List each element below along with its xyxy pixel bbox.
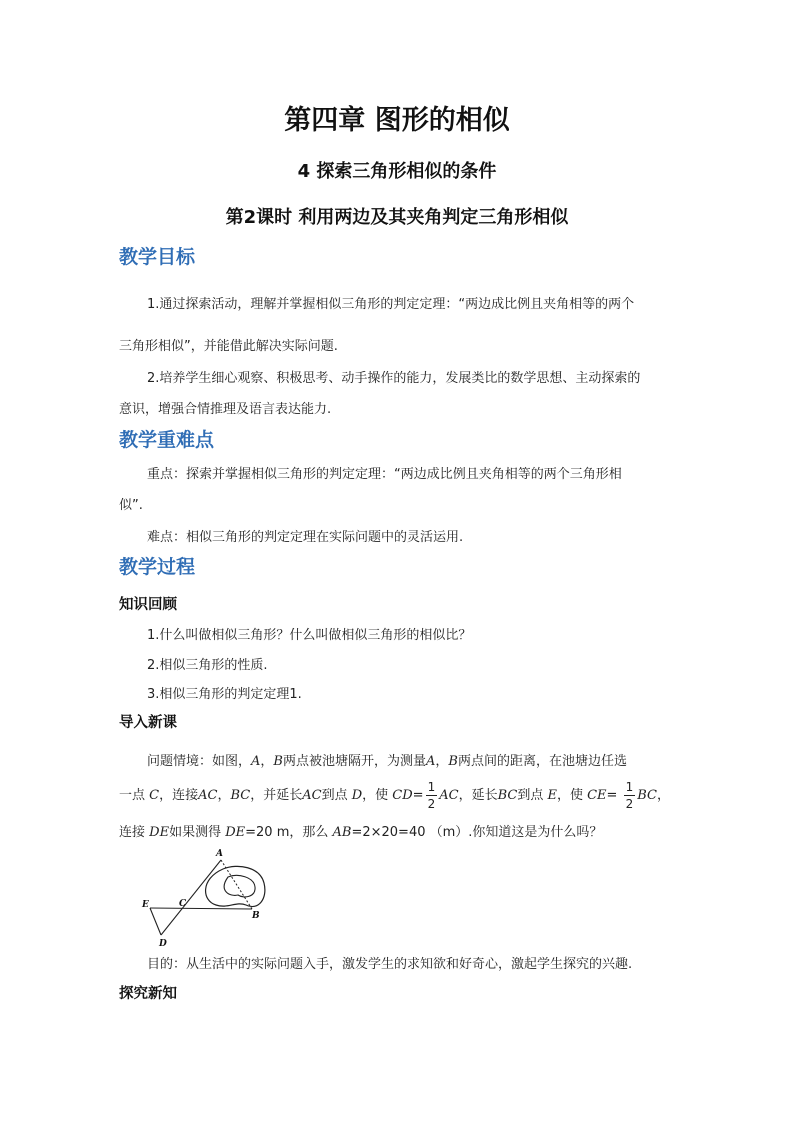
section-title: 4 探索三角形相似的条件 [297, 161, 497, 182]
fraction-one-half-2: $\frac{1}{2}$ [625, 780, 634, 811]
review-question-1: 1.什么叫做相似三角形？什么叫做相似三角形的相似比？ [147, 628, 472, 643]
pond-outer-outline [206, 866, 265, 906]
goal-item-1-line-2: 三角形相似”，并能借此解决实际问题. [119, 339, 338, 354]
explore-heading: 探究新知 [119, 986, 177, 1002]
label-a: A [216, 849, 223, 859]
label-c: C [179, 899, 187, 909]
key-point-line-1: 重点：探索并掌握相似三角形的判定定理：“两边成比例且夹角相等的两个三角形相 [147, 467, 622, 482]
lesson-title: 第2课时 利用两边及其夹角判定三角形相似 [225, 207, 569, 228]
intro-line-2: 一点 C，连接AC，BC，并延长AC到点 D，使 CD= $\frac{1}{2}$ AC，延长BC到点 E，使 CE= $\frac{1}{2}$ BC， [119, 780, 670, 811]
goal-item-2-line-2: 意识，增强合情推理及语言表达能力. [119, 402, 332, 417]
pond-triangle-figure [138, 845, 278, 950]
label-b: B [252, 911, 260, 921]
segment-ad [161, 860, 221, 935]
difficulty-point: 难点：相似三角形的判定定理在实际问题中的灵活运用. [147, 530, 464, 545]
intro-line-3: 连接 DE如果测得 DE=20 m，那么 AB=2×20=40 （m）.你知道这是为什么吗？ [119, 825, 603, 840]
intro-heading: 导入新课 [119, 715, 177, 731]
review-question-2: 2.相似三角形的性质. [147, 658, 268, 673]
goal-item-1-line-1: 1.通过探索活动，理解并掌握相似三角形的判定定理：“两边成比例且夹角相等的两个 [147, 297, 635, 312]
review-question-3: 3.相似三角形的判定定理1. [147, 687, 302, 702]
label-d: D [159, 939, 167, 949]
goal-item-2-line-1: 2.培养学生细心观察、积极思考、动手操作的能力，发展类比的数学思想、主动探索的 [147, 371, 641, 386]
review-heading: 知识回顾 [119, 597, 177, 613]
intro-purpose: 目的：从生活中的实际问题入手，激发学生的求知欲和好奇心，激起学生探究的兴趣. [147, 957, 633, 972]
fraction-one-half: $\frac{1}{2}$ [427, 780, 436, 811]
segment-de [150, 908, 161, 935]
pond-inner-outline [224, 875, 255, 896]
goals-heading: 教学目标 [119, 246, 196, 268]
intro-line-1: 问题情境：如图，A，B两点被池塘隔开，为测量A，B两点间的距离，在池塘边任选 [147, 754, 627, 769]
label-e: E [142, 900, 149, 910]
segment-eb [150, 908, 252, 909]
key-point-line-2: 似”. [119, 498, 143, 513]
chapter-title: 第四章 图形的相似 [284, 105, 510, 136]
process-heading: 教学过程 [119, 556, 196, 578]
key-points-heading: 教学重难点 [119, 429, 215, 451]
